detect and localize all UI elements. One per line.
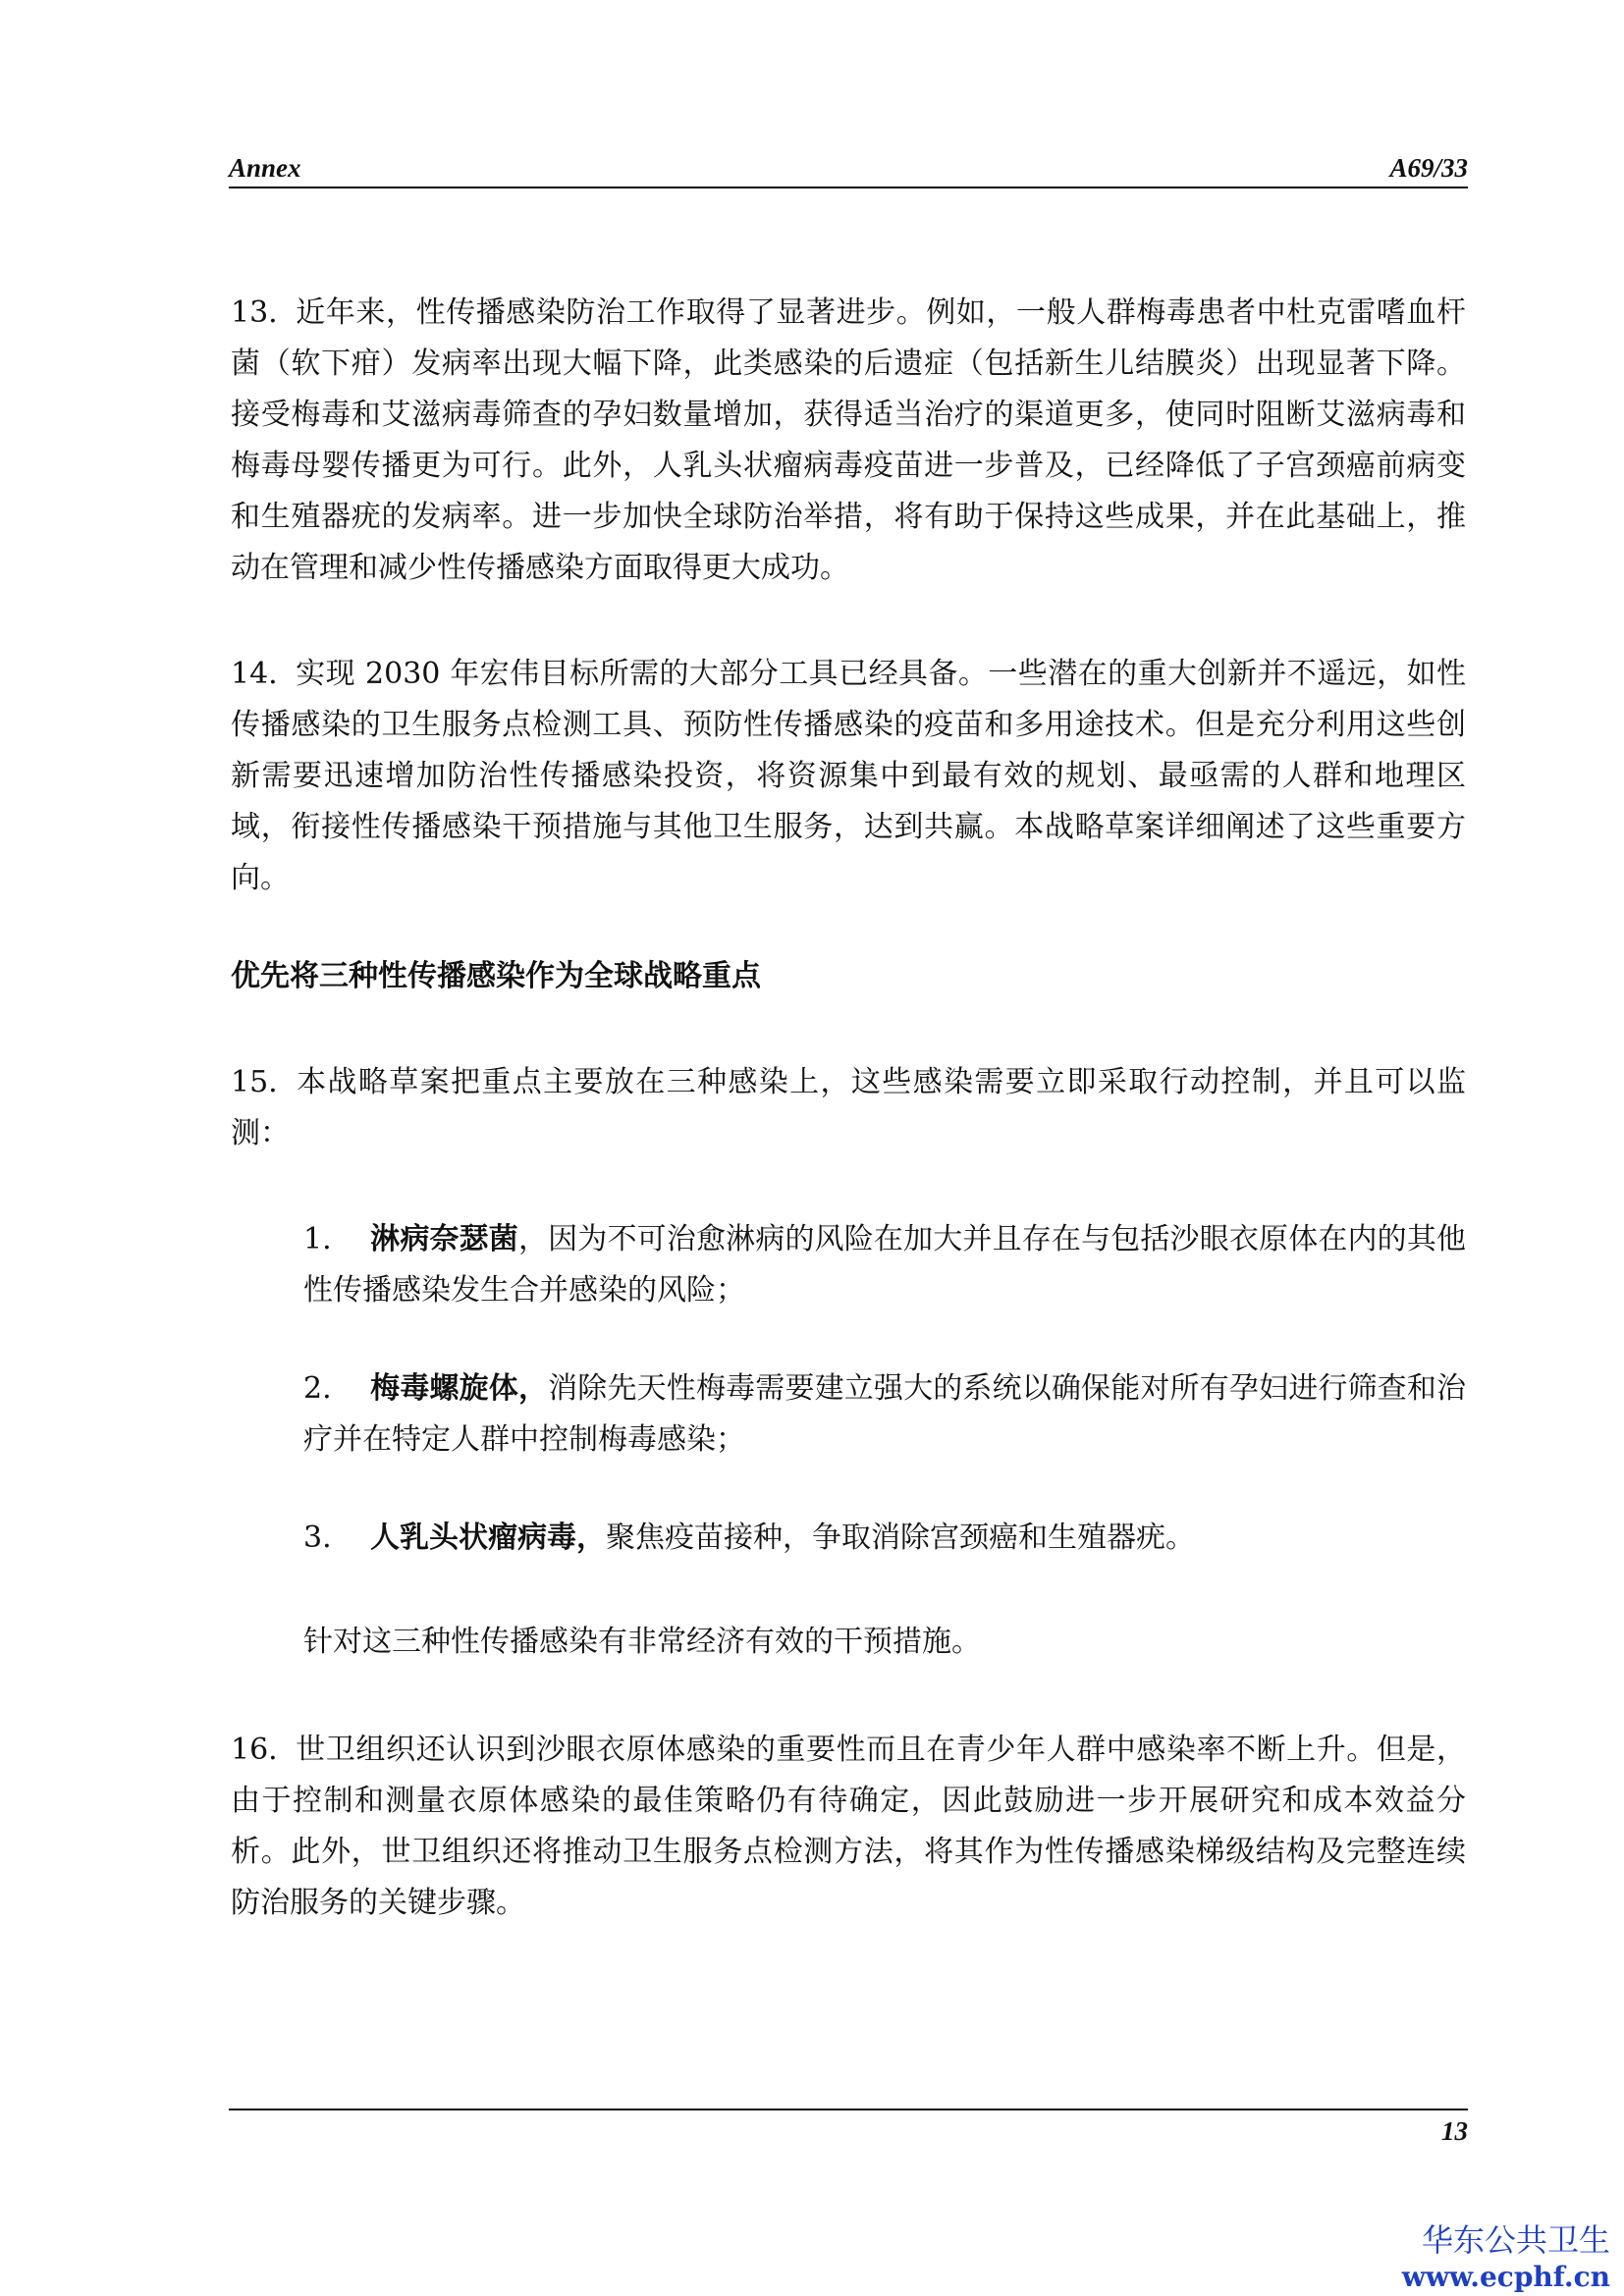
list-item-term: 梅毒螺旋体，: [370, 1371, 549, 1406]
watermark: [1402, 2220, 1610, 2295]
list-item-number: 2.: [303, 1371, 332, 1406]
paragraph-number: 13.: [231, 295, 278, 330]
paragraph-16: [231, 1725, 1466, 1929]
paragraph-text: 本战略草案把重点主要放在三种感染上，这些感染需要立即采取行动控制，并且可以监测：: [231, 1065, 1466, 1150]
list-item: [303, 1363, 1466, 1466]
list-item-term: 人乳头状瘤病毒，: [370, 1521, 606, 1555]
list-item-text: 聚焦疫苗接种，争取消除宫颈癌和生殖器疣。: [606, 1521, 1195, 1555]
watermark-url: www.ecphf.cn: [1401, 2261, 1610, 2293]
list-item-text: ，因为不可治愈淋病的风险在加大并且存在与包括沙眼衣原体在内的其他性传播感染发生合并感染的风险；: [303, 1222, 1467, 1308]
page-number: 13: [1441, 2116, 1468, 2146]
list-item-number: 3.: [303, 1521, 332, 1555]
page-header: [229, 149, 1468, 188]
list-item: [303, 1513, 1466, 1564]
paragraph-text: 世卫组织还认识到沙眼衣原体感染的重要性而且在青少年人群中感染率不断上升。但是，由于控制和测量衣原体感染的最佳策略仍有待确定，因此鼓励进一步开展研究和成本效益分析。此外，世卫组织还将推动卫生服务点检测方法，将其作为性传播感染梯级结构及完整连续防治服务的关键步骤。: [231, 1733, 1466, 1920]
header-document-code: A69/33: [1389, 153, 1468, 183]
paragraph-14: [231, 649, 1466, 904]
paragraph-number: 14.: [231, 657, 278, 691]
paragraph-text: 实现 2030 年宏伟目标所需的大部分工具已经具备。一些潜在的重大创新并不遥远，如性传播感染的卫生服务点检测工具、预防性传播感染的疫苗和多用途技术。但是充分利用这些创新需要迅速增加防治性传播感染投资，将资源集中到最有效的规划、最亟需的人群和地理区域，衔接性传播感染干预措施与其他卫生服务，达到共赢。本战略草案详细阐述了这些重要方向。: [231, 657, 1466, 895]
paragraph-13: [231, 288, 1466, 594]
paragraph-text: 近年来，性传播感染防治工作取得了显著进步。例如，一般人群梅毒患者中杜克雷嗜血杆菌（软下疳）发病率出现大幅下降，此类感染的后遗症（包括新生儿结膜炎）出现显著下降。接受梅毒和艾滋病毒筛查的孕妇数量增加，获得适当治疗的渠道更多，使同时阻断艾滋病毒和梅毒母婴传播更为可行。此外，人乳头状瘤病毒疫苗进一步普及，已经降低了子宫颈癌前病变和生殖器疣的发病率。进一步加快全球防治举措，将有助于保持这些成果，并在此基础上，推动在管理和减少性传播感染方面取得更大成功。: [231, 295, 1466, 585]
list-item-number: 1.: [303, 1222, 332, 1256]
closing-sentence: 针对这三种性传播感染有非常经济有效的干预措施。: [303, 1625, 981, 1659]
header-annex-label: Annex: [229, 153, 301, 183]
watermark-name: 华东公共卫生: [1421, 2221, 1610, 2259]
list-item-text: 消除先天性梅毒需要建立强大的系统以确保能对所有孕妇进行筛查和治疗并在特定人群中控制梅毒感染；: [303, 1371, 1467, 1457]
list-item-term: 淋病奈瑟菌: [370, 1222, 518, 1256]
list-item: [303, 1214, 1466, 1316]
page-footer: [229, 2109, 1468, 2150]
paragraph-15: [231, 1057, 1466, 1159]
paragraph-number: 15.: [231, 1065, 278, 1099]
paragraph-number: 16.: [231, 1733, 278, 1767]
section-heading: 优先将三种性传播感染作为全球战略重点: [231, 959, 761, 993]
